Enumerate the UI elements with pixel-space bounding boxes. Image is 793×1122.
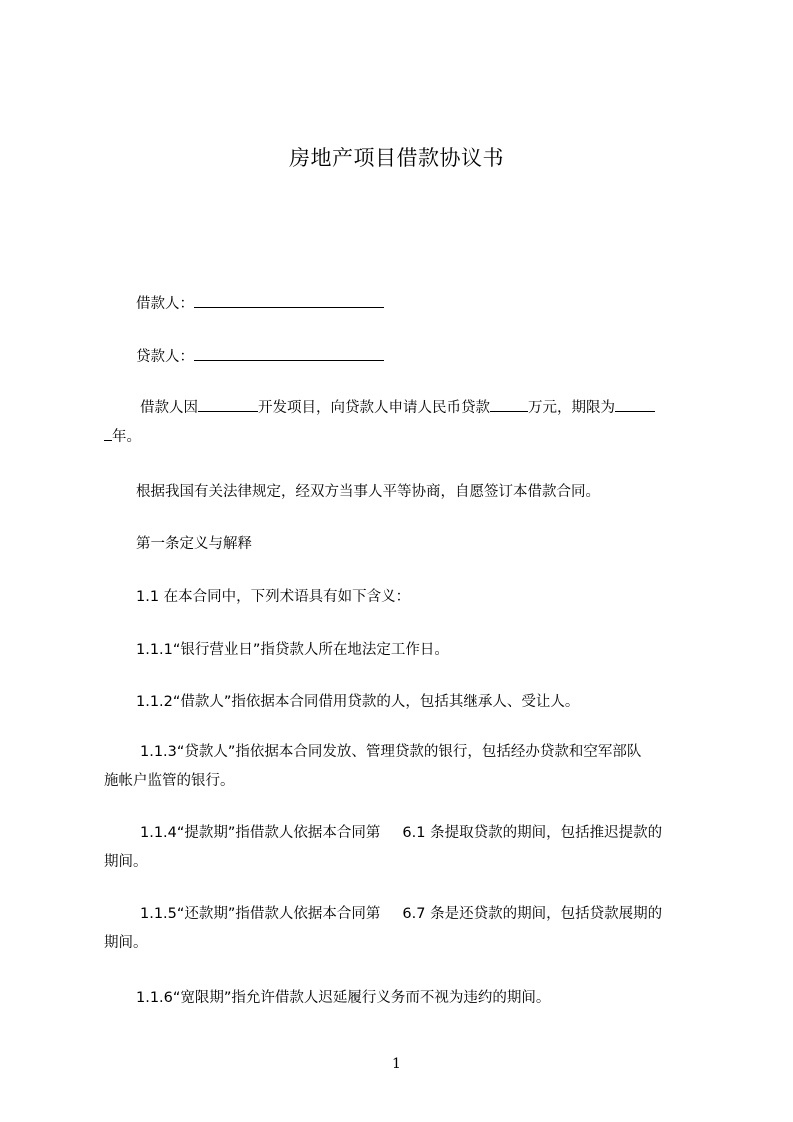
basis-paragraph: 根据我国有关法律规定，经双方当事人平等协商，自愿签订本借款合同。 xyxy=(136,484,600,500)
clause-1-1-4 xyxy=(104,819,710,877)
borrower-line xyxy=(136,292,384,313)
clause-1-1-4-part-3: 期间。 xyxy=(104,854,148,870)
project-blank xyxy=(198,397,258,412)
lender-blank xyxy=(194,346,384,361)
clause-1-1-1: 1.1.1“银行营业日”指贷款人所在地法定工作日。 xyxy=(136,642,449,658)
clause-1-1-3 xyxy=(104,738,710,796)
loan-text-3: 万元，期限为 xyxy=(528,400,615,416)
borrower-label: 借款人： xyxy=(136,296,194,312)
lender-line xyxy=(136,345,384,366)
clause-1-1-3-line-2: 施帐户监管的银行。 xyxy=(104,773,235,789)
article-1-heading: 第一条定义与解释 xyxy=(136,536,252,552)
clause-1-1: 1.1 在本合同中，下列术语具有如下含义： xyxy=(136,589,411,605)
borrower-blank xyxy=(194,293,384,308)
clause-1-1-3-line-1: 1.1.3“贷款人”指依据本合同发放、管理贷款的银行，包括经办贷款和空军部队 xyxy=(140,744,642,760)
lender-label: 贷款人： xyxy=(136,349,194,365)
clause-1-1-5 xyxy=(104,900,710,958)
term-blank-a xyxy=(615,397,655,412)
term-blank-b xyxy=(104,426,112,441)
loan-text-2: 开发项目，向贷款人申请人民币贷款 xyxy=(258,400,490,416)
clause-1-1-5-part-2: 6.7 条是还贷款的期间，包括贷款展期的 xyxy=(402,906,663,922)
amount-blank xyxy=(490,397,528,412)
loan-paragraph xyxy=(104,394,710,452)
clause-1-1-6: 1.1.6“宽限期”指允许借款人迟延履行义务而不视为违约的期间。 xyxy=(136,990,551,1006)
loan-text-1: 借款人因 xyxy=(140,400,198,416)
page-title: 房地产项目借款协议书 xyxy=(289,146,504,170)
clause-1-1-5-part-3: 期间。 xyxy=(104,935,148,951)
clause-1-1-2: 1.1.2“借款人”指依据本合同借用贷款的人，包括其继承人、受让人。 xyxy=(136,694,580,710)
clause-1-1-5-part-1: 1.1.5“还款期”指借款人依据本合同第 xyxy=(140,906,381,922)
loan-text-4: 年。 xyxy=(112,429,141,445)
clause-1-1-4-part-1: 1.1.4“提款期”指借款人依据本合同第 xyxy=(140,825,381,841)
page-number: 1 xyxy=(392,1056,401,1072)
clause-1-1-4-part-2: 6.1 条提取贷款的期间，包括推迟提款的 xyxy=(402,825,663,841)
